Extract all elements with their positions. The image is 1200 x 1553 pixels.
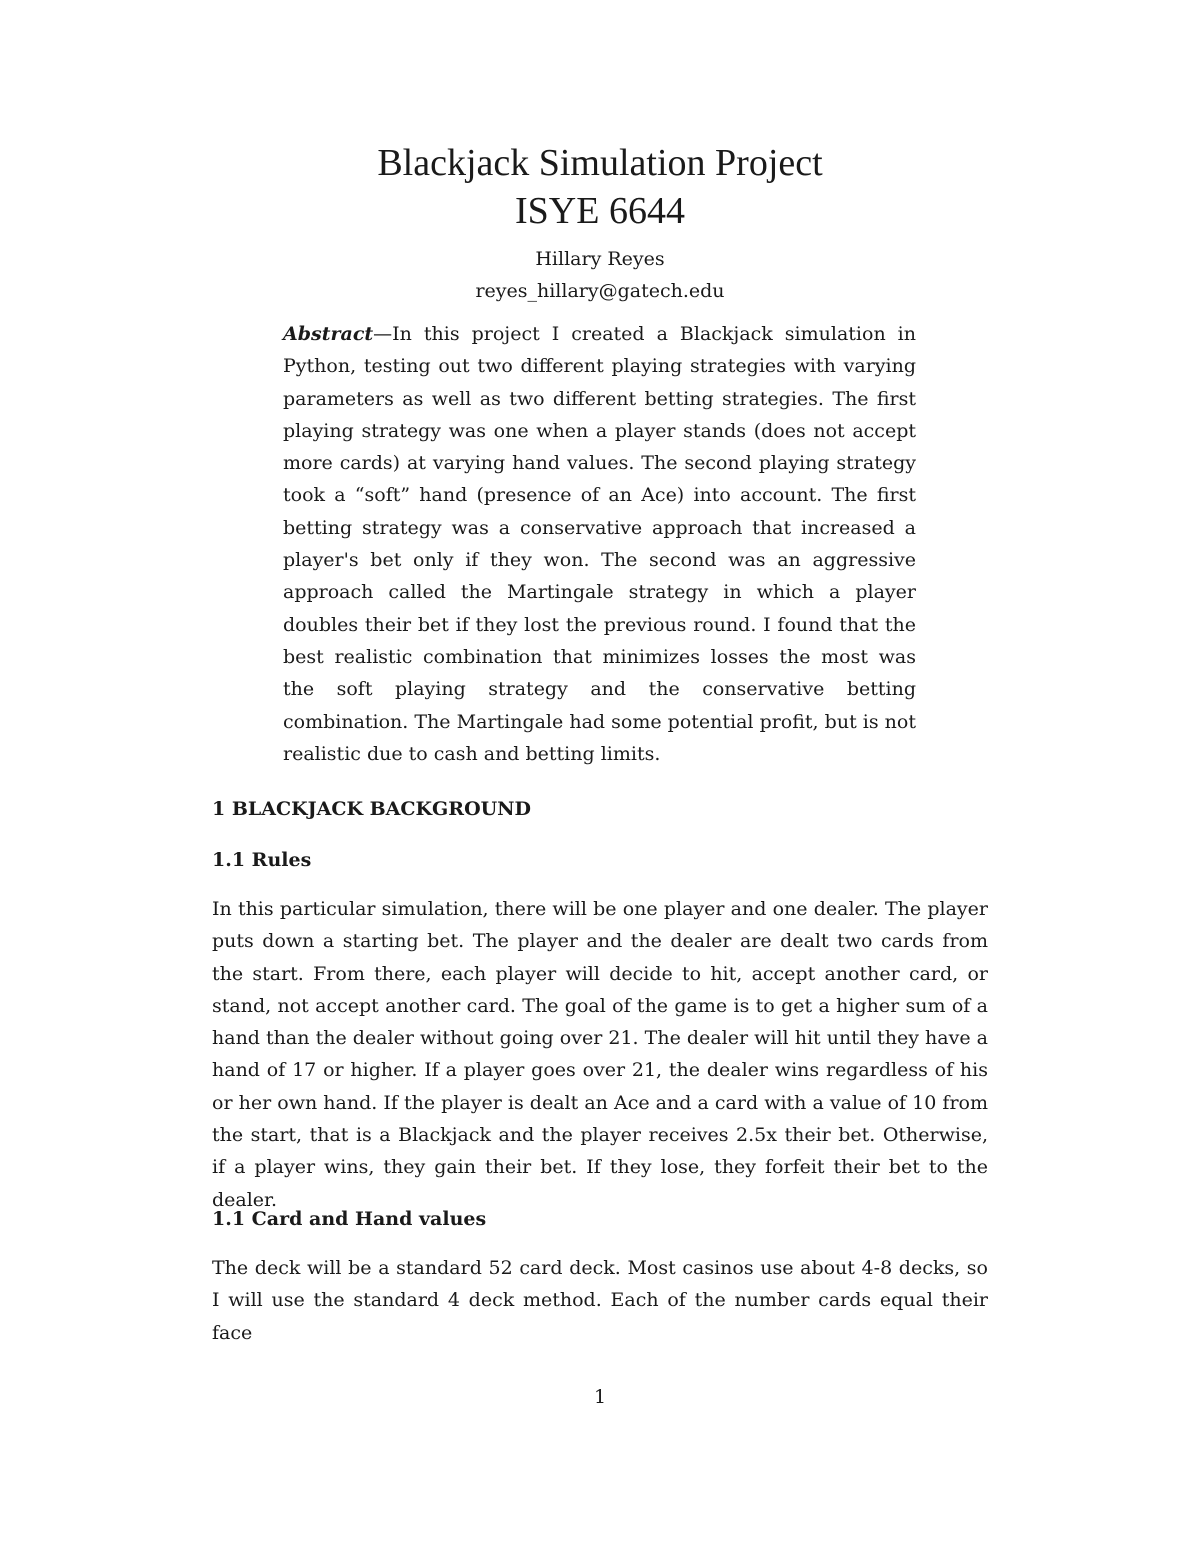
page-number: 1 (593, 1386, 607, 1408)
subsection-heading-card-values: 1.1 Card and Hand values (212, 1208, 487, 1230)
subsection-heading-rules: 1.1 Rules (212, 849, 312, 871)
abstract-text: —In this project I created a Blackjack simulation in Python, testing out two different playing strategies with varying parameters as well as two different betting strategies. The first playing strategy was one when a player stands (does not accept more cards) at varying hand values. The second playing strategy took a “soft” hand (presence of an Ace) into account. The first betting strategy was a conservative approach that increased a player's bet only if they won. The second was an aggressive approach called the Martingale strategy in which a player doubles their bet if they lost the previous round. I found that the best realistic combination that minimizes losses the most was the soft playing strategy and the conservative betting combination. The Martingale had some potential profit, but is not realistic due to cash and betting limits. (283, 323, 916, 765)
author-email: reyes_hillary@gatech.edu (475, 280, 725, 302)
section-heading-background: 1 BLACKJACK BACKGROUND (212, 798, 532, 820)
card-values-paragraph: The deck will be a standard 52 card deck. Most casinos use about 4-8 decks, so I will use the standard 4 deck method. Each of the number cards equal their face (212, 1257, 988, 1344)
paper-title: Blackjack Simulation Project (377, 142, 823, 184)
abstract (283, 318, 916, 770)
author-name: Hillary Reyes (535, 248, 665, 270)
rules-paragraph: In this particular simulation, there will be one player and one dealer. The player puts down a starting bet. The player and the dealer are dealt two cards from the start. From there, each player will decide to hit, accept another card, or stand, not accept another card. The goal of the game is to get a higher sum of a hand than the dealer without going over 21. The dealer will hit until they have a hand of 17 or higher. If a player goes over 21, the dealer wins regardless of his or her own hand. If the player is dealt an Ace and a card with a value of 10 from the start, that is a Blackjack and the player receives 2.5x their bet. Otherwise, if a player wins, they gain their bet. If they lose, they forfeit their bet to the dealer. (212, 898, 988, 1211)
course-title: ISYE 6644 (515, 190, 685, 232)
abstract-label: Abstract (283, 323, 374, 345)
